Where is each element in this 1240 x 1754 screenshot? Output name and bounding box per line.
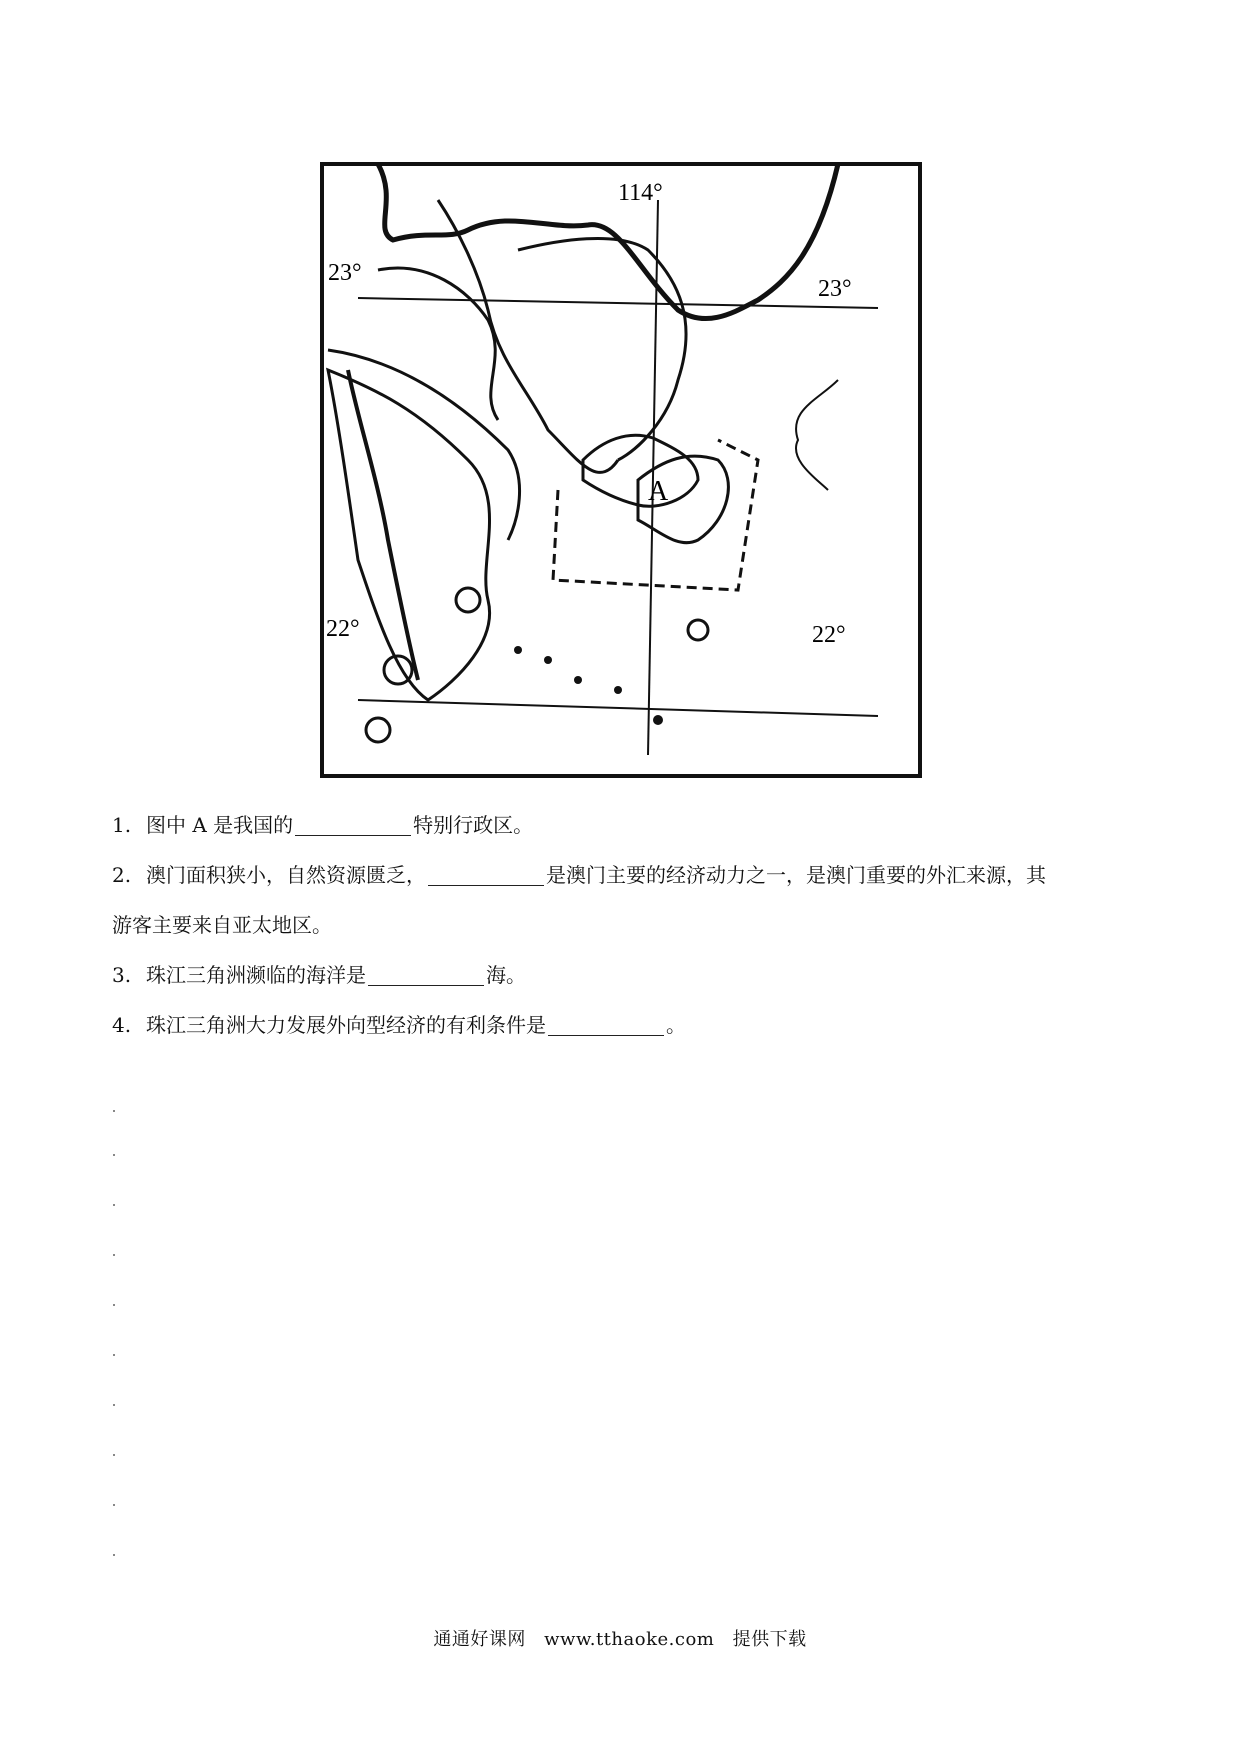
shenzhen-coast: [518, 238, 686, 460]
question-3: [112, 950, 1132, 1000]
latitude-22-line: [358, 700, 878, 716]
question-1: [112, 800, 1132, 850]
island: [653, 715, 663, 725]
delta-island: [328, 370, 490, 700]
answer-blank[interactable]: [428, 863, 544, 886]
answer-blank[interactable]: [295, 813, 411, 836]
lon-label-114: 114°: [618, 180, 663, 206]
question-list: [112, 800, 1132, 1050]
question-text: 珠江三角洲濒临的海洋是: [146, 963, 366, 987]
question-number: 4.: [112, 1013, 132, 1037]
question-number: 2.: [112, 863, 132, 887]
margin-dots: [113, 1110, 119, 1570]
island: [456, 588, 480, 612]
margin-dot: [113, 1404, 115, 1406]
question-text: 特别行政区。: [413, 813, 534, 837]
island: [544, 656, 552, 664]
question-2-continuation: 游客主要来自亚太地区。: [112, 913, 332, 937]
pearl-river-east-bank: [438, 200, 618, 472]
page-footer: [0, 1625, 1240, 1651]
footer-url[interactable]: www.tthaoke.com: [544, 1629, 715, 1650]
margin-dot: [113, 1204, 115, 1206]
question-text: 珠江三角洲大力发展外向型经济的有利条件是: [146, 1013, 546, 1037]
lat-label-22-west: 22°: [326, 616, 360, 642]
island: [514, 646, 522, 654]
question-text: 澳门面积狭小，自然资源匮乏，: [146, 863, 426, 887]
boundary-thick: [378, 164, 838, 319]
margin-dot: [113, 1304, 115, 1306]
margin-dot: [113, 1110, 115, 1112]
island: [366, 718, 390, 742]
answer-blank[interactable]: [368, 963, 484, 986]
river-branch: [378, 268, 498, 420]
map-svg: [318, 160, 924, 780]
question-4: [112, 1000, 1132, 1050]
margin-dot: [113, 1504, 115, 1506]
answer-blank[interactable]: [548, 1013, 664, 1036]
margin-dot: [113, 1454, 115, 1456]
island: [574, 676, 582, 684]
latitude-23-line: [358, 298, 878, 308]
question-text: 是澳门主要的经济动力之一，是澳门重要的外汇来源，其: [546, 863, 1046, 887]
margin-dot: [113, 1354, 115, 1356]
pearl-river-delta-map: [318, 160, 924, 780]
island: [614, 686, 622, 694]
lat-label-23-west: 23°: [328, 260, 362, 286]
margin-dot: [113, 1554, 115, 1556]
margin-dot: [113, 1154, 115, 1156]
question-text: 图中 A 是我国的: [146, 813, 294, 837]
margin-dot: [113, 1254, 115, 1256]
east-coast-fragment: [796, 380, 838, 490]
lat-label-23-east: 23°: [818, 276, 852, 302]
region-a-outline: [583, 435, 698, 506]
lat-label-22-east: 22°: [812, 622, 846, 648]
question-text: 。: [666, 1013, 686, 1037]
island: [688, 620, 708, 640]
footer-site-name: 通通好课网: [433, 1629, 526, 1650]
question-2: [112, 850, 1132, 900]
footer-suffix: 提供下载: [732, 1629, 807, 1650]
question-number: 1.: [112, 813, 132, 837]
question-number: 3.: [112, 963, 132, 987]
region-a-label: A: [648, 476, 669, 507]
question-text: 海。: [486, 963, 526, 987]
